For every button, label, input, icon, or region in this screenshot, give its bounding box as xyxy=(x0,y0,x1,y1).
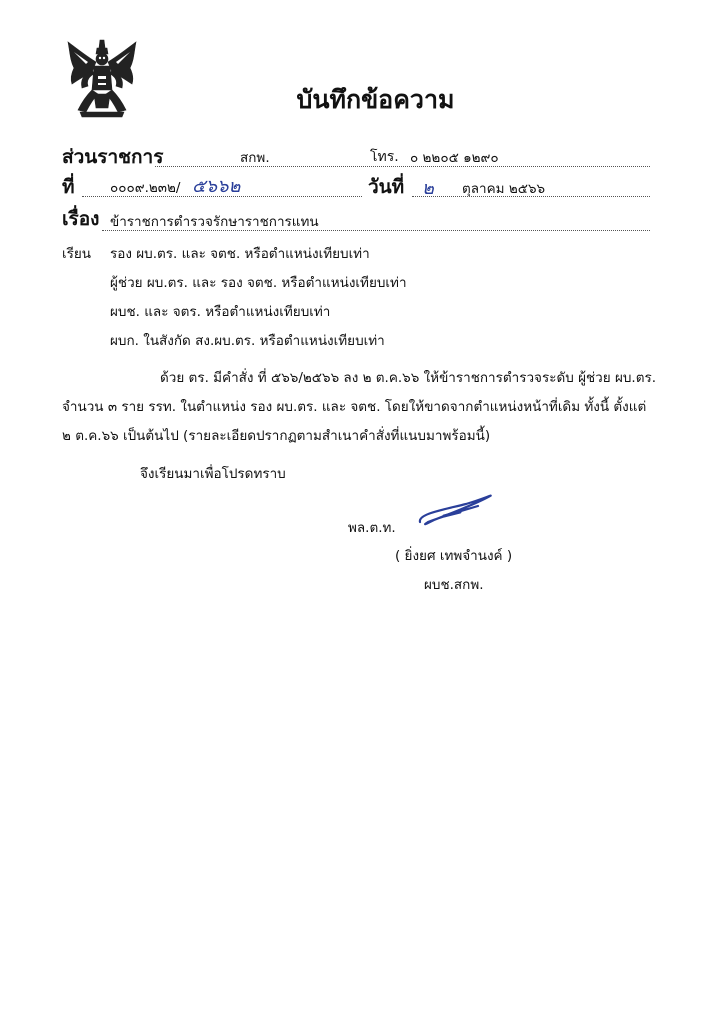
body-line: จำนวน ๓ ราย รรท. ในตำแหน่ง รอง ผบ.ตร. และ จตช. โดยให้ขาดจากตำแหน่งหน้าที่เดิม ทั้งนี้ ตั้งแต่ xyxy=(62,399,647,415)
reference-dotted-line xyxy=(82,196,362,197)
date-label: วันที่ xyxy=(368,176,405,198)
date-dotted-line xyxy=(412,196,650,197)
recipient-line: ผบก. ในสังกัด สง.ผบ.ตร. หรือตำแหน่งเทียบเท่า xyxy=(110,333,385,349)
memo-title: บันทึกข้อความ xyxy=(296,85,455,114)
to-label: เรียน xyxy=(62,246,92,262)
date-month-year: ตุลาคม ๒๕๖๖ xyxy=(462,181,546,197)
subject-dotted-line xyxy=(102,230,650,231)
phone-label: โทร. xyxy=(370,149,399,165)
phone-value: ๐ ๒๒๐๕ ๑๒๙๐ xyxy=(410,150,499,166)
subject-label: เรื่อง xyxy=(62,208,100,230)
reference-handwritten: ๕๖๖๒ xyxy=(192,176,241,197)
signer-name: ( ยิ่งยศ เทพจำนงค์ ) xyxy=(395,548,513,564)
recipient-line: ผู้ช่วย ผบ.ตร. และ รอง จตช. หรือตำแหน่งเทียบเท่า xyxy=(110,275,407,291)
department-dotted-line xyxy=(155,166,650,167)
body-line: ด้วย ตร. มีคำสั่ง ที่ ๕๖๖/๒๕๖๖ ลง ๒ ต.ค.๖๖ ให้ข้าราชการตำรวจระดับ ผู้ช่วย ผบ.ตร. xyxy=(160,370,657,386)
reference-label: ที่ xyxy=(62,176,75,198)
subject-value: ข้าราชการตำรวจรักษาราชการแทน xyxy=(110,214,319,230)
signer-rank: พล.ต.ท. xyxy=(348,520,396,536)
date-day: ๒ xyxy=(422,178,434,199)
body-line: ๒ ต.ค.๖๖ เป็นต้นไป (รายละเอียดปรากฏตามสำเนาคำสั่งที่แนบมาพร้อมนี้) xyxy=(62,428,491,444)
signature-mark xyxy=(414,490,496,530)
reference-value: ๐๐๐๙.๒๓๒/ xyxy=(110,180,181,196)
recipient-line: ผบช. และ จตร. หรือตำแหน่งเทียบเท่า xyxy=(110,304,331,320)
recipient-line: รอง ผบ.ตร. และ จตช. หรือตำแหน่งเทียบเท่า xyxy=(110,246,370,262)
signer-position: ผบช.สกพ. xyxy=(424,577,484,593)
department-label: ส่วนราชการ xyxy=(62,146,164,168)
department-value: สกพ. xyxy=(240,150,270,166)
closing-text: จึงเรียนมาเพื่อโปรดทราบ xyxy=(140,466,286,482)
